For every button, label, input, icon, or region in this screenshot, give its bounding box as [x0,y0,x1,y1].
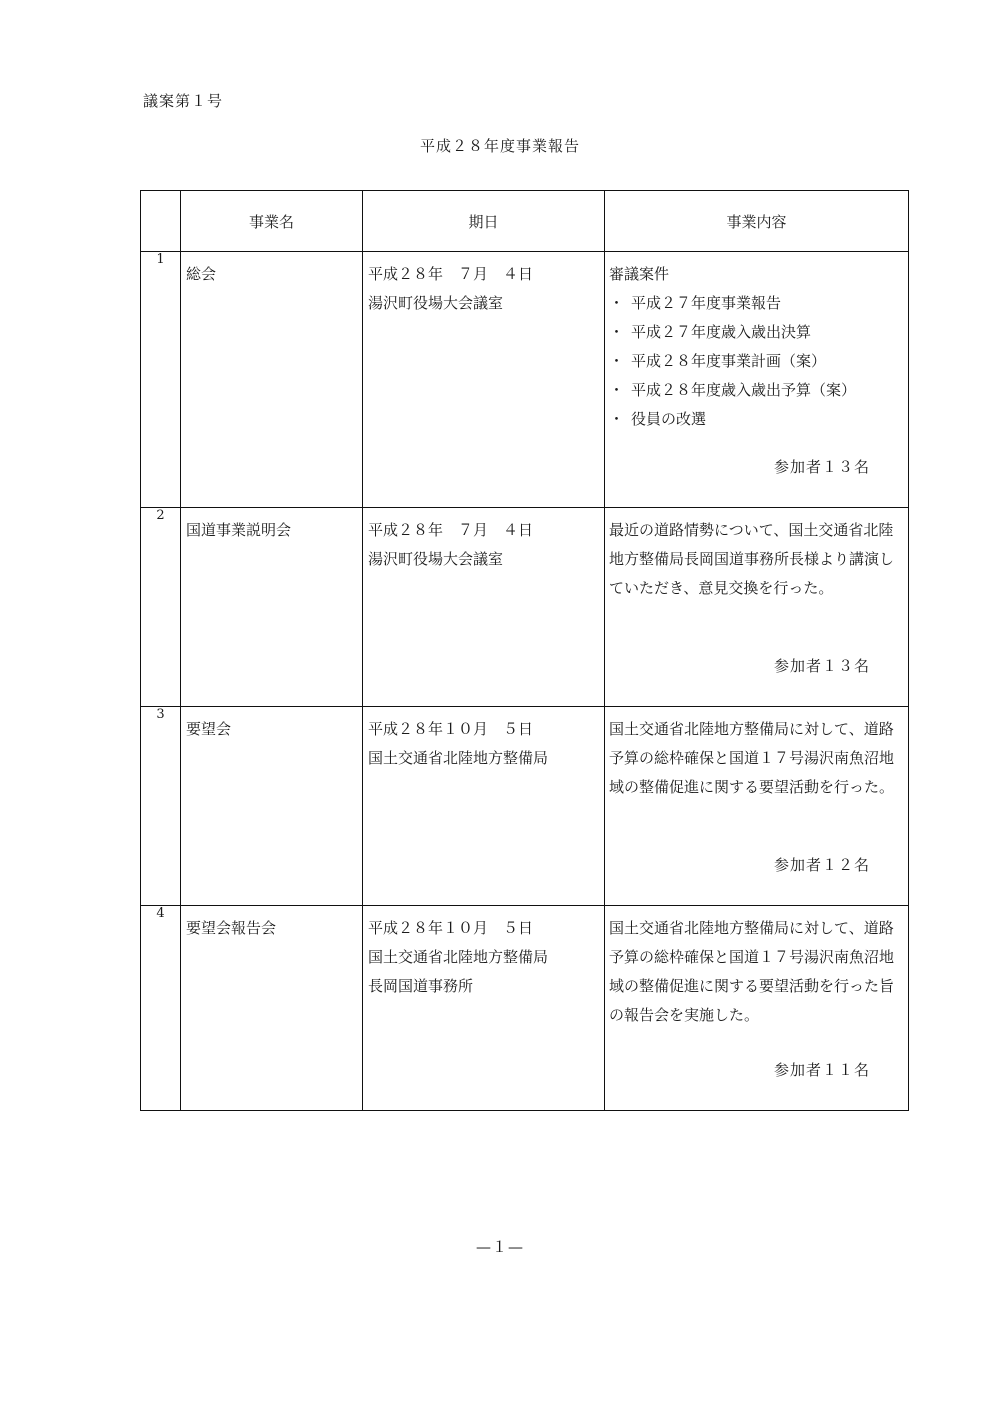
business-name: 総会 [186,265,217,283]
business-report-table [140,190,909,1111]
table-row [141,906,909,1111]
content-cell [605,252,909,508]
content-text: 国土交通省北陸地方整備局に対して、道路予算の総枠確保と国道１７号湯沢南魚沼地域の整備促進に関する要望活動を行った旨の報告会を実施した。 [609,919,895,1024]
venue-office: 長岡国道事務所 [368,977,474,995]
row-number: 1 [141,252,181,508]
list-item: ・ 平成２７年度歳入歳出決算 [609,318,902,347]
table-row [141,508,909,707]
business-name-cell [181,508,363,707]
date: 平成２８年 ７月 ４日 [368,265,534,283]
date-cell [363,906,605,1111]
date-cell [363,252,605,508]
header-content: 事業内容 [605,191,909,252]
date: 平成２８年１０月 ５日 [368,720,534,738]
document-title: 平成２８年度事業報告 [419,137,580,155]
row-number: 4 [141,906,181,1111]
date: 平成２８年 ７月 ４日 [368,521,534,539]
attendee-count: 参加者１３名 [773,657,870,675]
content-text: 国土交通省北陸地方整備局に対して、道路予算の総枠確保と国道１７号湯沢南魚沼地域の整備促進に関する要望活動を行った。 [609,720,895,796]
content-heading: 審議案件 [609,265,670,283]
content-cell [605,906,909,1111]
list-item: ・ 平成２８年度歳入歳出予算（案） [609,376,902,405]
venue: 国土交通省北陸地方整備局 [368,749,549,767]
attendee-count: 参加者１１名 [773,1061,870,1079]
venue: 湯沢町役場大会議室 [368,294,504,312]
business-name: 要望会 [186,720,232,738]
list-item: ・ 役員の改選 [609,405,902,434]
attendee-count: 参加者１２名 [773,856,870,874]
agenda-list [609,289,902,434]
table-row [141,707,909,906]
business-name: 国道事業説明会 [186,521,292,539]
business-name: 要望会報告会 [186,919,277,937]
list-item: ・ 平成２８年度事業計画（案） [609,347,902,376]
row-number: 2 [141,508,181,707]
table-row [141,252,909,508]
content-text: 最近の道路情勢について、国土交通省北陸地方整備局長岡国道事務所長様より講演していただき、意見交換を行った。 [609,521,895,597]
content-cell [605,707,909,906]
date-cell [363,707,605,906]
row-number: 3 [141,707,181,906]
header-name: 事業名 [181,191,363,252]
bill-number: 議案第１号 [143,92,224,110]
business-name-cell [181,707,363,906]
date: 平成２８年１０月 ５日 [368,919,534,937]
business-name-cell [181,906,363,1111]
venue: 湯沢町役場大会議室 [368,550,504,568]
venue: 国土交通省北陸地方整備局 [368,948,549,966]
table-header-row [141,191,909,252]
page-number: —１— [475,1238,524,1256]
attendee-count: 参加者１３名 [773,458,870,476]
date-cell [363,508,605,707]
header-date: 期日 [363,191,605,252]
list-item: ・ 平成２７年度事業報告 [609,289,902,318]
content-cell [605,508,909,707]
header-no [141,191,181,252]
business-name-cell [181,252,363,508]
